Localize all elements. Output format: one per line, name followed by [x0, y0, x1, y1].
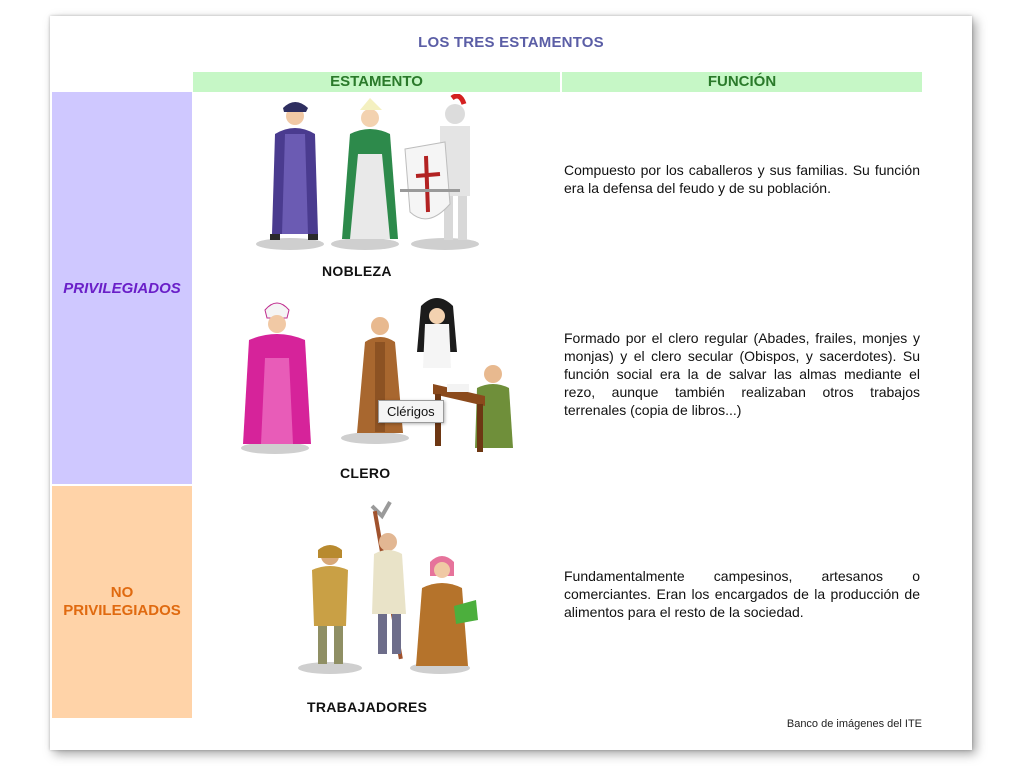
nobility-illustration: [250, 94, 500, 252]
workers-illustration: [290, 496, 480, 676]
estate-description-nobleza: Compuesto por los caballeros y sus familias. Su función era la defensa del feudo y de su población.: [564, 162, 920, 196]
group-privileged: [52, 92, 192, 484]
clergy-illustration: [235, 288, 520, 460]
estate-description-trabajadores: Fundamentalmente campesinos, artesanos o comerciantes. Eran los encargados de la producción de alimentos para el resto de la sociedad.: [564, 568, 920, 620]
group-non-privileged-label: NO PRIVILEGIADOS: [63, 584, 181, 619]
group-privileged-label: PRIVILEGIADOS: [63, 279, 181, 297]
page-title: LOS TRES ESTAMENTOS: [418, 34, 604, 51]
group-non-privileged: [52, 486, 192, 718]
image-credit: Banco de imágenes del ITE: [786, 718, 922, 730]
clerigos-tooltip: Clérigos: [378, 400, 444, 423]
column-header-estamento: ESTAMENTO: [193, 72, 560, 92]
slide-page: [50, 16, 972, 750]
estate-name-trabajadores: TRABAJADORES: [307, 699, 428, 715]
estate-name-nobleza: NOBLEZA: [322, 263, 392, 279]
estate-name-clero: CLERO: [340, 465, 391, 481]
estate-description-clero: Formado por el clero regular (Abades, frailes, monjes y monjas) y el clero secular (Obispos, y sacerdotes). Su función social era la de salvar las almas mediante el rezo, aunque también realizaban otros trabajos terrenales (copia de libros...): [564, 330, 920, 418]
column-header-funcion: FUNCIÓN: [562, 72, 922, 92]
